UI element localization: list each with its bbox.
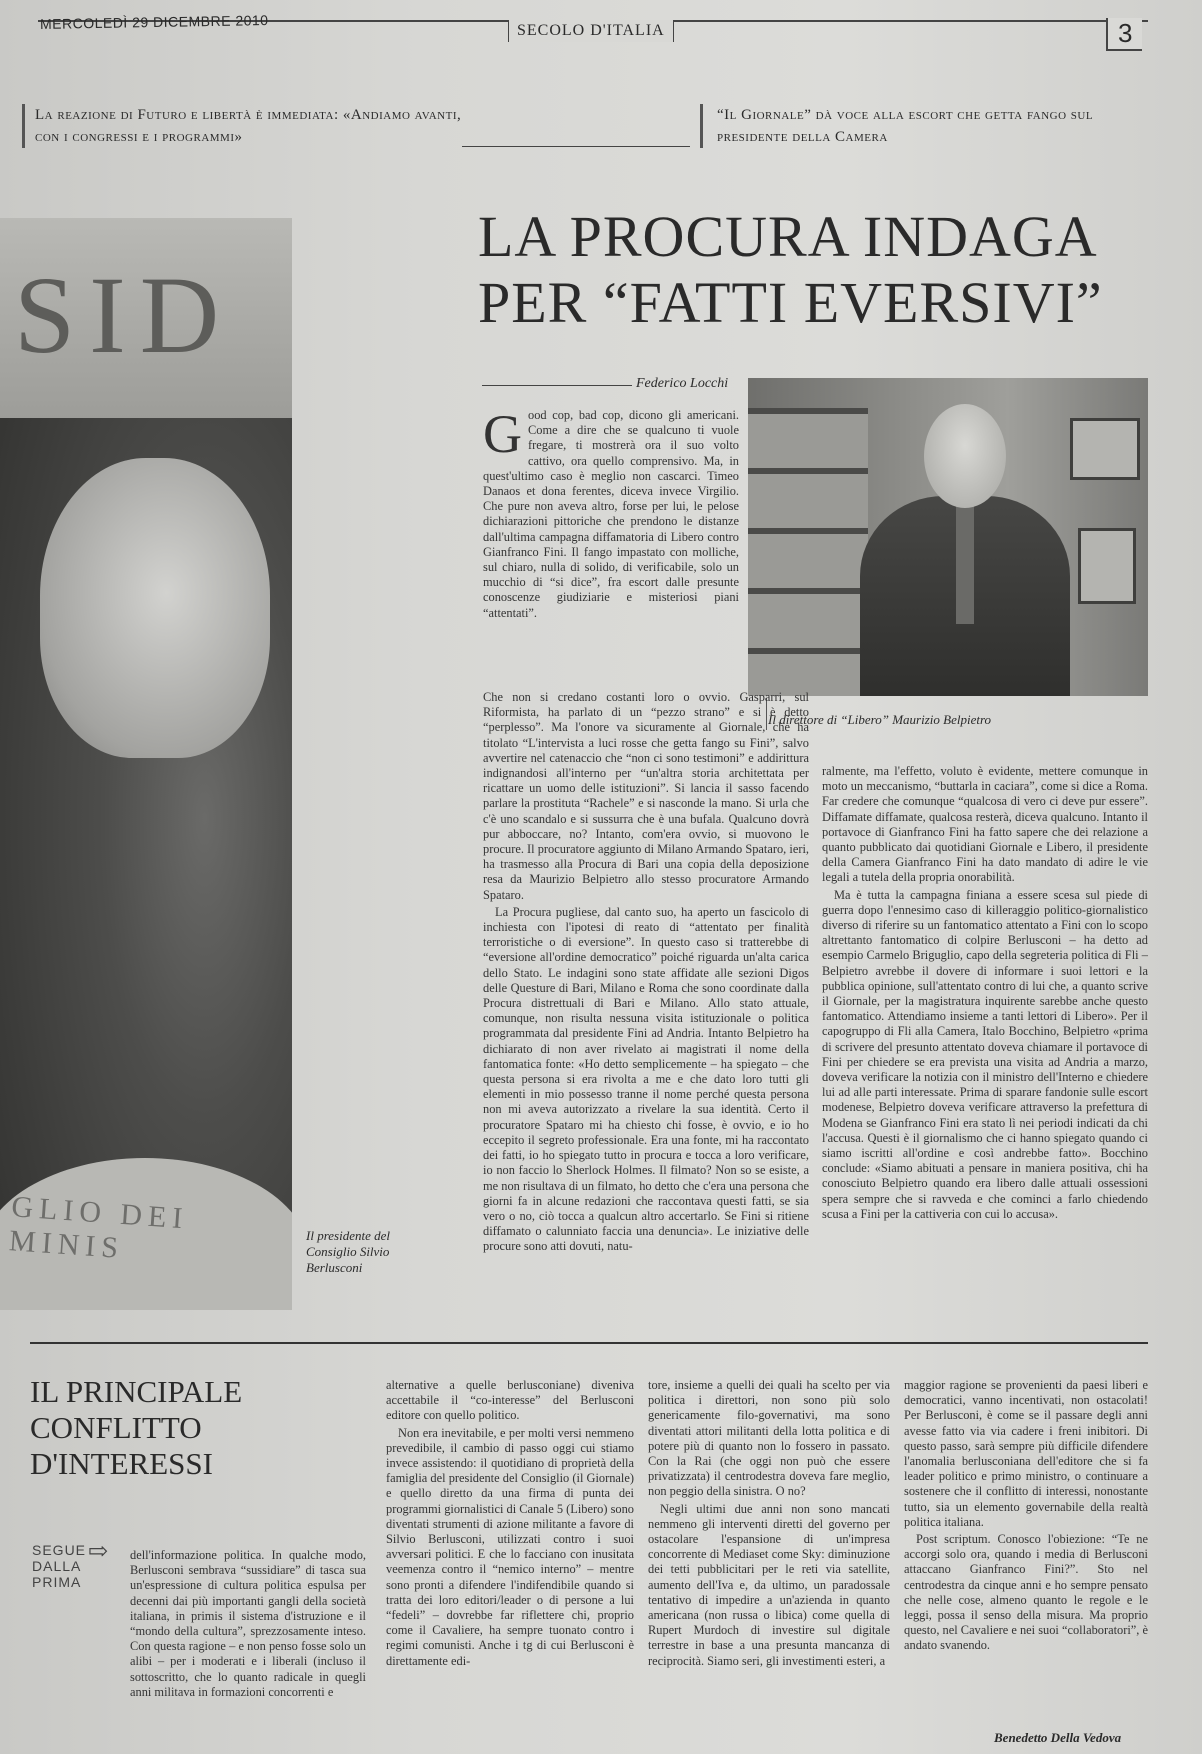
editorial-column-2 <box>386 1378 634 1750</box>
masthead: SECOLO D'ITALIA <box>508 20 674 42</box>
photo-subject-tie <box>956 504 974 624</box>
berlusconi-photo-caption: Il presidente del Consiglio Silvio Berlusconi <box>306 1228 390 1275</box>
photo-wall-frame <box>1078 528 1136 604</box>
photo-wall-lettering: SID <box>14 254 234 376</box>
article-paragraph <box>483 404 739 621</box>
editorial-column-4 <box>904 1378 1148 1728</box>
dropcap: G <box>483 404 522 464</box>
photo-bookshelf <box>748 408 868 696</box>
segue-label: SEGUE DALLA PRIMA <box>32 1542 87 1590</box>
article-column-1 <box>483 404 739 688</box>
editorial-author: Benedetto Della Vedova <box>994 1730 1122 1745</box>
belpietro-photo <box>748 378 1148 696</box>
editorial-paragraph: alternative a quelle berlusconiane) diveniva accettabile il “co-interesse” del Berlusconi editore con quello politico. <box>386 1378 634 1423</box>
editorial-paragraph: tore, insieme a quelli dei quali ha scelto per via politica i direttori, non sono più solo genericamente filo-governativi, ma sono diventati attori militanti della lotta politica e di potere più di quanto non lo fossero in passato. Con la Rai (che oggi non può che essere privatizzata) il centrodestra doveva fare meglio, non peggio della sinistra. O no? <box>648 1378 890 1499</box>
editorial-paragraph: Non era inevitabile, e per molti versi nemmeno prevedibile, il cambio di passo oggi cui stiamo invece assistendo: il quotidiano di proprietà della famiglia del presidente del Consiglio (il Giornale) e quello diretto da una firma di punta dei programmi giornalistici di Canale 5 (Libero) sono diventati strumenti di azione militante a favore di Silvio Berlusconi, utilizzati contro i suoi avversari politici. E che lo facciano con inusitata veemenza contro il “nemico interno” – mentre sono pronti a difendere l'indifendibile quando si tratta dei loro editori/leader o di persone a lui “fedeli” – dovrebbe far riflettere chi, proprio come il Cavaliere, ha sempre tuonato contro i regimi comunisti. Anche i tg di cui Berlusconi è direttamente edi- <box>386 1425 634 1668</box>
article-paragraph: La Procura pugliese, dal canto suo, ha aperto un fascicolo di inchiesta con l'ipotesi di reato di “attentato per finalità terroristiche o di eversione”. In questo caso si tratterebbe di “eversione all'ordine democratico” poiché riguarda un'alta carica dello Stato. Le indagini sono state affidate alle sezioni Digos delle Questure di Bari, Milano e Roma che sono coordinate dalla Procura distrettuali di Bari e Milano. Allo stato attuale, comunque, non risulta nessuna visita istituzionale o politica programmata dal presidente Fini ad Andria. Intanto Belpietro ha dichiarato di non aver rivelato ai magistrati il nome della fantomatica fonte: «Ho detto semplicemente – ha spiegato – che questa persona si era rivolta a me e che dato loro tutti gli elementi in mio possesso tranne il nome perché questa persona non mi aveva autorizzato a rivelare la sua identità. Certo il procuratore Spataro mi ha chiesto chi fosse, è ovvio, e io ho eccepito il segreto professionale. Era una fonte, mi ha raccontato dei fatti, io ho spiegato tutto in procura e tocca a loro verificare, io non faccio lo Sherlock Holmes. Il filmato? Non so se esiste, a me non risultava di un filmato, ho detto che c'era una persona che giorni fa in alcune redazioni che raccontava questi fatti, se sia vero o no, ciò tocca a qualcun altro accertarlo. Se Fini si ritiene diffamato o calunniato faccia una denuncia». Le iniziative delle procure sono atti dovuti, natu- <box>483 904 809 1254</box>
article-lead-text: ood cop, bad cop, dicono gli americani. Come a dire che se qualcuno ti vuole fregare, ti mostrerà ora il suo volto cattivo, ora quello comprensivo. Ma, in quest'ultimo caso è meglio non cascarci. Timeo Danaos et dona ferentes, diceva invece Virgilio. Che pure non aveva altro, forse per lui, le pelose dichiarazioni pittoriche che prendono le distanze dall'ultima campagna diffamatoria di Libero contro Gianfranco Fini. Il fango impastato con molliche, sul chiaro, nulla di solido, di verificabile, solo un mucchio di “si dice”, fra escort dalle presunte conoscenze giudiziarie e misteriosi piani “attentati”. <box>483 408 739 620</box>
editorial-paragraph: Negli ultimi due anni non sono mancati nemmeno gli interventi diretti del governo per ostacolare l'espansione di un'impresa concorrente di Mediaset come Sky: diminuzione dei tetti pubblicitari per le reti via satellite, aumento dell'Iva e, da ultimo, un paradossale tentativo di impedire a un'azienda in quanto americana (non russa o libica) come quella di Rupert Murdoch di investire sul digitale terrestre in base a una presunta mancanza di reciprocità. Siamo seri, gli investimenti esteri, a <box>648 1501 890 1668</box>
editorial-paragraph: maggior ragione se provenienti da paesi liberi e democratici, vanno incentivati, non ostacolati! Per Berlusconi, è come se il passare degli anni avesse fatto via via cadere i freni inibitori. Di questo passo, sarà sempre più difficile difendere l'anomalia berlusconiana dell'editore che si fa leader politico e primo ministro, o continuare a sostenere che il conflitto di interessi, nonostante tutto, sia un elemento governabile della realtà politica italiana. <box>904 1378 1148 1529</box>
editorial-paragraph: dell'informazione politica. In qualche modo, Berlusconi sembrava “sussidiare” di tasca sua un'espressione di cultura politica espulsa per decenni dai più importanti gangli della società italiana, in primis il sistema d'istruzione e il “mondo della cultura”, sprezzosamente inteso. Con questa ragione – e non penso fosse solo un alibi – per i moderati e i liberali (incluso il sottoscritto, che lo quanto radicale in quegli anni militava in formazioni concorrenti e <box>130 1548 366 1699</box>
section-divider <box>30 1342 1148 1344</box>
article-byline: Federico Locchi <box>636 376 729 391</box>
berlusconi-photo <box>0 218 292 1310</box>
photo-wall-frame <box>1070 418 1140 480</box>
photo-portrait <box>40 458 270 758</box>
editorial-column-3 <box>648 1378 890 1750</box>
article-column-2 <box>483 690 809 1315</box>
article-headline: LA PROCURA INDAGA PER “FATTI EVERSIVI” <box>478 204 1103 335</box>
belpietro-photo-caption: Il direttore di “Libero” Maurizio Belpietro <box>768 712 992 727</box>
article-paragraph: Che non si credano costanti loro o ovvio. Gasparri, sul Riformista, ha parlato di un “pezzo strano” e si è detto “perplesso”. Ma l'onore va sicuramente al Giornale, che ha titolato “L'intervista a luci rosse che getta fango su Fini”, salvo avvertire nel catenaccio che “non ci sono testimoni” e addirittura indignandosi all'interno per “un'altra storia architettata per ricattare un uomo delle istituzioni”. Si lancia il sasso facendo parlare la prostituta “Rachele” e si nasconde la mano. Si urla che c'è uno scandalo e si sussurra che è una bufala. Qualcuno dovrà pur abboccare, no? Intanto, com'era ovvio, si muovono le procure. Il procuratore aggiunto di Milano Armando Spataro, ieri, ha trasmesso alla Procura di Bari una copia della deposizione resa da Maurizio Belpietro allo stesso procuratore Armando Spataro. <box>483 690 809 902</box>
kicker-left: La reazione di Futuro e libertà è immediata: «Andiamo avanti, con i congressi e i programmi» <box>22 104 475 148</box>
article-paragraph: ralmente, ma l'effetto, voluto è evidente, mettere comunque in moto un meccanismo, “buttarla in caciara”, come si dice a Roma. Far credere che comunque “qualcosa di vero ci deve pur essere”. Diffamate diffamate, qualcosa resterà, diceva qualcuno. Intanto il portavoce di Gianfranco Fini ha fatto sapere che dei relazione a quanto pubblicato dai quotidiani Giornale e Libero, il presidente della Camera Gianfranco Fini ha dato mandato di adire le vie legali a tutela della propria onorabilità. <box>822 764 1148 885</box>
kicker-divider <box>462 146 690 147</box>
editorial-headline: IL PRINCIPALE CONFLITTO D'INTERESSI <box>30 1374 243 1481</box>
photo-seal-lettering: GLIO DEI MINIS <box>8 1190 190 1266</box>
editorial-paragraph: Post scriptum. Conosco l'obiezione: “Te ne accorgi solo ora, quando i media di Berlusconi attaccano Gianfranco Fini?”. Sto nel centrodestra da cinque anni e ho sempre pensato che nelle cose, almeno quanto le regole e le leggi, possa il senso della misura. Ma proprio questo, nel Cavaliere e nei suoi “collaboratori”, è andato svanendo. <box>904 1532 1148 1653</box>
kicker-right: “Il Giornale” dà voce alla escort che getta fango sul presidente della Camera <box>700 104 1157 148</box>
page-number: 3 <box>1106 18 1142 51</box>
byline-rule <box>482 385 632 386</box>
article-column-3 <box>822 764 1148 1314</box>
arrow-right-icon: ⇨ <box>88 1539 109 1565</box>
photo-subject-head <box>924 404 1006 508</box>
article-paragraph: Ma è tutta la campagna finiana a essere scesa sul piede di guerra dopo l'ennesimo caso di killeraggio politico-giornalistico diverso di riferire su un fantomatico attentato a Fini con lo scopo altrettanto fantomatico di colpire Berlusconi – ha detto ad esempio Carmelo Briguglio, capo della segreteria politica di Fli – Belpietro avrebbe il dovere di informare i suoi lettori e la pubblica opinione, sull'attentato contro di lui che, a quanto scrive il Giornale, per la magistratura inquirente sarebbe anche questo fantomatico. Attendiamo insieme a tanti lettori di Libero». Per il capogruppo di Fli alla Camera, Italo Bocchino, Belpietro «prima di scrivere del presunto attentato doveva chiamare il portavoce di Fini per chiedere se era prevista una visita ad Andria a marzo, doveva verificare la notizia con il ministro dell'Interno e chiedere lui ad alle parti interessate. Prima di sparare fandonie sulle escort modenese, Belpietro doveva verificare attraverso la prefettura di Modena se Gianfranco Fini era stato lì nei periodi indicati da chi l'accusa. Questi è il giornalismo che ci hanno spiegato quando ci siamo iscritti all'ordine e così andrebbe fatto». Bocchino conclude: «Siamo abituati a pensare in maniera positiva, chi ha conosciuto Belpietro quando era libero dalle attuali ossessioni spera sempre che si ravveda e che cominci a farlo chiedendo scusa a Fini per la cattiveria con cui lo accusa». <box>822 887 1148 1221</box>
editorial-column-1 <box>130 1548 366 1750</box>
issue-date: MERCOLEDÌ 29 DICEMBRE 2010 <box>39 12 269 32</box>
